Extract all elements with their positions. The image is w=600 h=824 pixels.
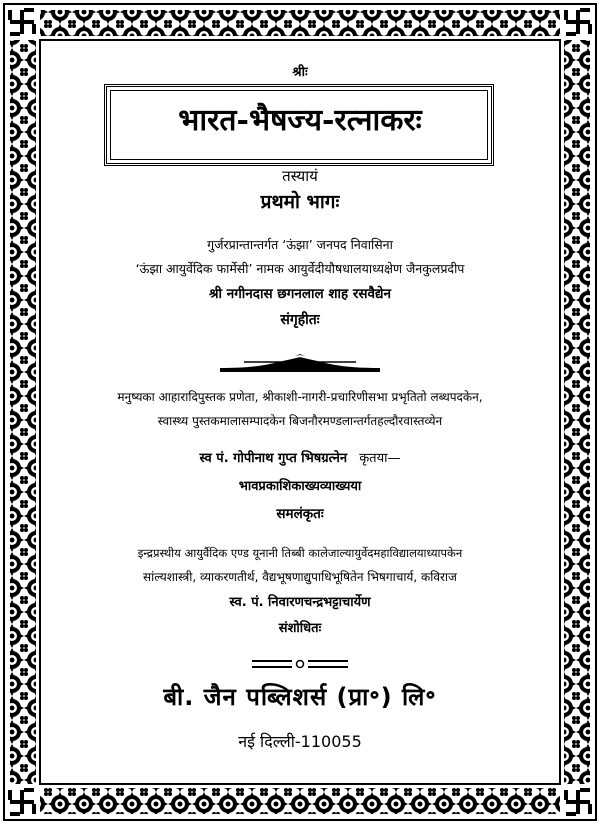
commentator-line-1: मनुष्यका आहारादिपुस्तक प्रणेता, श्रीकाशी-नागरी-प्रचारिणीसभा प्रभृतितो लब्धपदकेन, [117, 390, 483, 404]
commentary-name: भावप्रकाशिकाख्यव्याख्यया [238, 479, 362, 494]
compiler-line-2: ‘ऊंझा आयुर्वेदिक फार्मेसी’ नामक आयुर्वेदीयौषधालयाध्यक्षेण जैनकुलप्रदीप [135, 261, 465, 276]
compiler-line-1: गुर्जरप्रान्तान्तर्गत ‘ऊंझा’ जनपद निवासिना [207, 237, 393, 252]
commentator-line-2: स्वास्थ्य पुस्तकमालासम्पादकेन बिजनौरमण्डलान्तर्गतहल्दौरवास्तव्येन [157, 414, 443, 428]
adorned-label: समलंकृतः [276, 506, 324, 522]
reviser-name: स्व. पं. निवारणचन्द्रभट्टाचार्येण [229, 595, 371, 610]
commentator-name-row [48, 448, 552, 466]
commentator-name: स्व पं. गोपीनाथ गुप्त भिषग्रत्नेन [199, 451, 348, 466]
corner-ornament-top-right [564, 8, 592, 36]
corner-ornament-top-left [8, 8, 36, 36]
reviser-line-1: इन्द्रप्रस्थीय आयुर्वैदिक एण्ड यूनानी तिब्बी कालेजाल्यायुर्वेदमहाविद्यालयाध्यापकेन [137, 546, 463, 560]
book-title: भारत-भैषज्य-रत्नाकरः [178, 103, 422, 138]
reviser-line-2: सांल्यशास्त्री, व्याकरणतीर्थ, वैद्यभूषणाद्युपाधिभूषितेन भिषगाचार्य, कविराज [143, 570, 457, 584]
publisher-address: नई दिल्ली-110055 [238, 732, 362, 751]
invocation: श्रीः [292, 65, 308, 80]
title-sub-1: तस्यायं [282, 167, 318, 185]
small-divider [48, 656, 552, 672]
compiler-name: श्री नगीनदास छगनलाल शाह रसवैद्येन [208, 286, 392, 302]
compiled-label: संगृहीतः [280, 312, 320, 328]
corner-ornament-bottom-left [8, 788, 36, 816]
page-content [48, 50, 552, 790]
volume-label: प्रथमो भागः [260, 191, 340, 213]
publisher-name: बी. जैन पब्लिशर्स (प्रा॰) लि॰ [163, 683, 437, 711]
ornamental-divider [48, 350, 552, 376]
commentator-suffix: कृतया— [359, 451, 401, 466]
revised-label: संशोधितः [278, 621, 322, 636]
corner-ornament-bottom-right [564, 788, 592, 816]
